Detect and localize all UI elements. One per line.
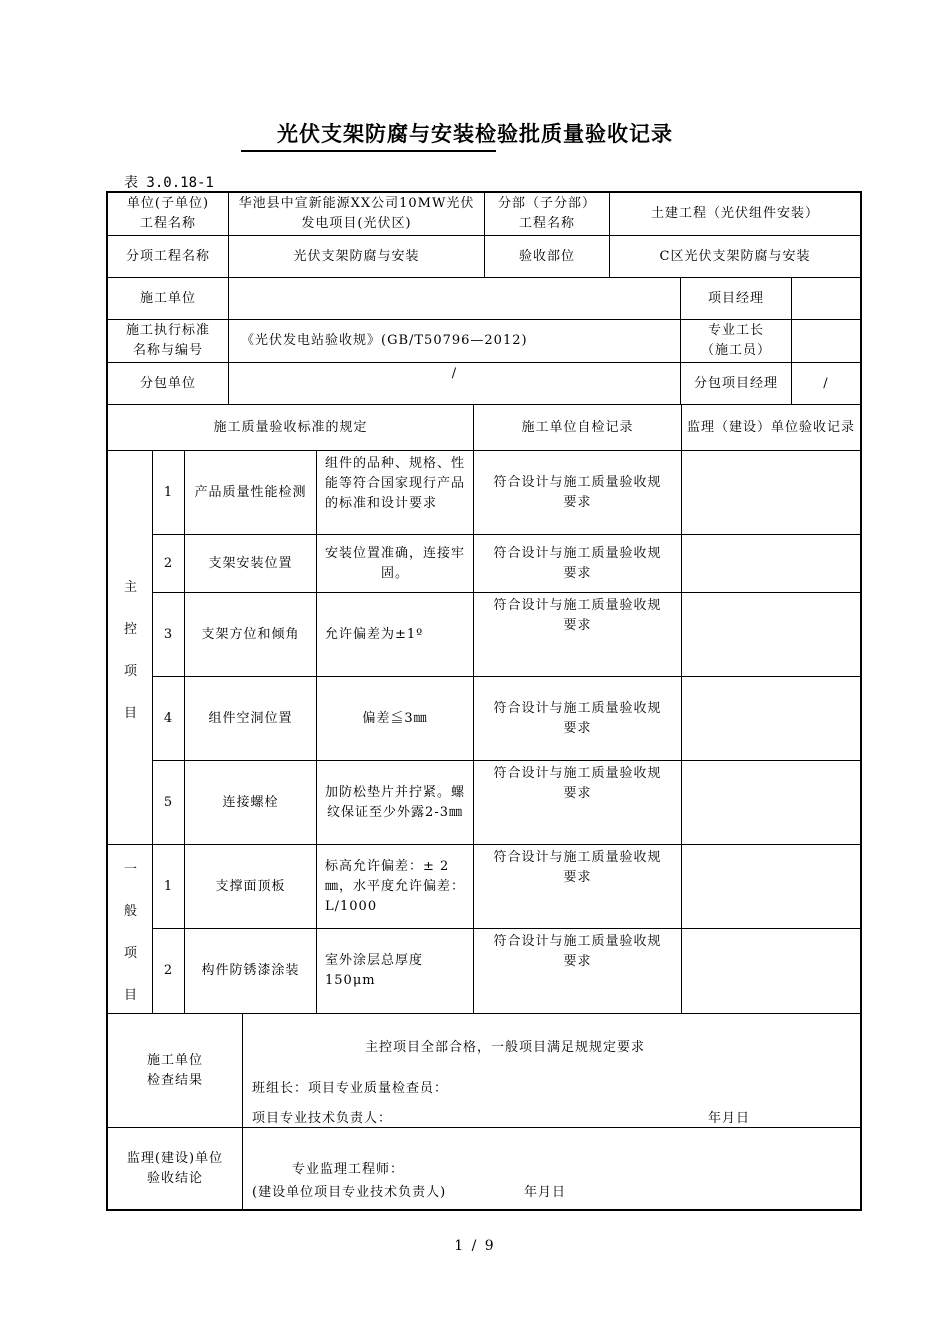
division-label: 分部（子分部） 工程名称	[497, 195, 596, 231]
inspection-inspector: 班组长：项目专业质量检查员：	[252, 1081, 449, 1096]
general-item-requirement: 标高允许偏差：± 2㎜，水平度允许偏差：L/1000	[325, 858, 466, 914]
general-item-no: 1	[163, 878, 174, 894]
main-item-name: 连接螺栓	[222, 794, 279, 810]
supervision-label: 监理(建设)单位 验收结论	[126, 1150, 224, 1186]
main-group-char: 主	[124, 580, 139, 595]
col-standard: 施工质量验收标准的规定	[213, 419, 368, 435]
main-item-name: 支架安装位置	[208, 555, 293, 571]
standard-label: 施工执行标准 名称与编号	[125, 323, 210, 358]
main-item-name: 支架方位和倾角	[201, 626, 300, 642]
general-item-self-check: 符合设计与施工质量验收规要求	[493, 850, 662, 885]
general-group-char: 般	[124, 904, 139, 919]
main-item-no: 5	[163, 794, 174, 810]
general-group-char: 项	[124, 946, 139, 961]
general-item-self-check: 符合设计与施工质量验收规要求	[493, 934, 662, 969]
subcontractor-label: 分包单位	[139, 375, 196, 391]
general-item-name: 支撑面顶板	[215, 878, 286, 894]
main-item-no: 4	[163, 710, 174, 726]
inspection-tech-lead: 项目专业技术负责人：	[252, 1111, 393, 1126]
col-supervision: 监理（建设）单位验收记录	[686, 419, 855, 435]
sub-pm-value: /	[823, 375, 829, 391]
subitem-value: 光伏支架防腐与安装	[293, 248, 420, 264]
general-group-char: 目	[124, 988, 139, 1003]
main-item-no: 1	[163, 484, 174, 500]
title-underline	[241, 150, 496, 152]
construction-unit-value	[229, 278, 680, 319]
main-item-name: 产品质量性能检测	[194, 484, 307, 500]
subcontractor-value: /	[451, 366, 458, 381]
main-item-self-check: 符合设计与施工质量验收规要求	[493, 598, 662, 633]
page-number: 1 / 9	[454, 1238, 496, 1254]
foreman-value	[792, 320, 860, 362]
main-item-self-check: 符合设计与施工质量验收规要求	[493, 766, 662, 801]
main-item-requirement: 安装位置准确，连接牢固。	[324, 545, 465, 581]
main-item-self-check: 符合设计与施工质量验收规要求	[493, 700, 662, 736]
division-value: 土建工程（光伏组件安装）	[650, 205, 819, 221]
sub-pm-label: 分包项目经理	[693, 375, 778, 391]
project-manager-label: 项目经理	[707, 290, 764, 306]
accept-part-value: C区光伏支架防腐与安装	[659, 248, 811, 264]
general-item-requirement: 室外涂层总厚度150μm	[325, 953, 424, 988]
general-group-char: 一	[124, 862, 139, 877]
main-item-requirement: 组件的品种、规格、性能等符合国家现行产品的标准和设计要求	[325, 456, 466, 511]
main-item-requirement: 允许偏差为±1º	[325, 626, 424, 642]
col-self-check: 施工单位自检记录	[521, 419, 634, 435]
main-group-char: 项	[124, 664, 139, 679]
page-title: 光伏支架防腐与安装检验批质量验收记录	[277, 122, 673, 146]
accept-part-label: 验收部位	[518, 248, 575, 264]
main-item-requirement: 偏差≦3㎜	[362, 710, 428, 726]
subitem-label: 分项工程名称	[125, 248, 210, 264]
main-group-char: 控	[124, 622, 139, 637]
unit-project-value: 华池县中宣新能源XX公司10MW光伏发电项目(光伏区)	[238, 195, 475, 231]
inspection-date: 年月日	[708, 1111, 751, 1126]
main-item-no: 3	[163, 626, 174, 642]
main-item-no: 2	[163, 555, 174, 571]
main-group-char: 目	[124, 706, 139, 721]
general-item-no: 2	[163, 963, 174, 978]
inspection-conclusion: 主控项目全部合格，一般项目满足规规定要求	[365, 1040, 646, 1055]
supervision-owner-lead: (建设单位项目专业技术负责人)	[252, 1185, 447, 1200]
supervision-engineer: 专业监理工程师：	[292, 1162, 405, 1177]
general-item-name: 构件防锈漆涂装	[201, 963, 300, 978]
supervision-date: 年月日	[524, 1185, 567, 1200]
main-item-self-check: 符合设计与施工质量验收规要求	[493, 474, 662, 510]
standard-value: 《光伏发电站验收规》(GB/T50796—2012)	[241, 333, 528, 348]
inspection-label: 施工单位 检查结果	[146, 1052, 203, 1088]
main-item-name: 组件空洞位置	[208, 710, 293, 726]
construction-unit-label: 施工单位	[139, 290, 196, 306]
table-number: 表 3.0.18-1	[124, 175, 214, 191]
main-item-self-check: 符合设计与施工质量验收规要求	[493, 545, 662, 581]
unit-project-label: 单位(子单位) 工程名称	[126, 195, 210, 231]
main-item-requirement: 加防松垫片并拧紧。螺纹保证至少外露2-3㎜	[325, 784, 466, 820]
foreman-label: 专业工长 （施工员）	[700, 323, 771, 358]
project-manager-value	[792, 278, 860, 319]
